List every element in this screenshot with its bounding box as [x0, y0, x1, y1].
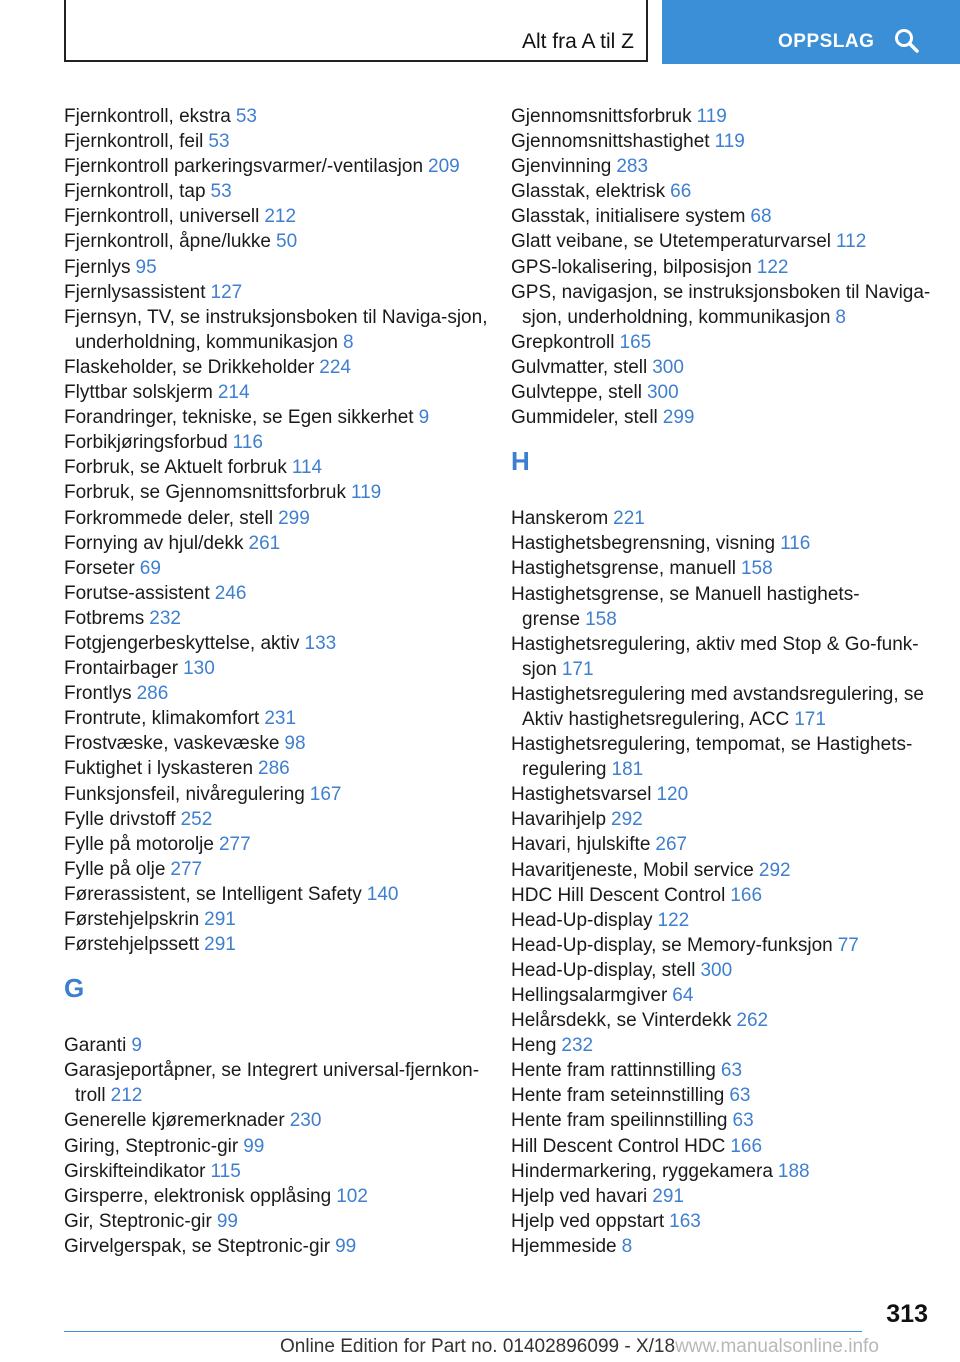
- index-entry: [64, 882, 494, 907]
- index-page-link[interactable]: 127: [210, 281, 243, 303]
- index-page-link[interactable]: 291: [204, 909, 236, 930]
- index-entry-text: Fylle på olje: [64, 858, 166, 880]
- index-entry: [64, 756, 494, 781]
- index-entry-text: Gir, Steptronic-gir: [64, 1210, 212, 1232]
- index-page-link[interactable]: 232: [149, 607, 181, 629]
- index-page-link[interactable]: 130: [183, 658, 215, 680]
- index-page-link[interactable]: 68: [750, 206, 772, 228]
- index-entry-text: Fjernkontroll, ekstra: [64, 106, 231, 127]
- index-page-link[interactable]: 166: [730, 1135, 763, 1157]
- index-entry-text: Frontrute, klimakomfort: [64, 708, 260, 730]
- index-entry: [511, 958, 941, 983]
- index-page-link[interactable]: 133: [304, 632, 337, 654]
- index-page-link[interactable]: 53: [210, 181, 232, 203]
- index-entry: [511, 883, 941, 908]
- index-page-link[interactable]: 116: [780, 533, 811, 555]
- index-page-link[interactable]: 99: [216, 1210, 238, 1232]
- index-entry: [511, 858, 941, 883]
- index-page-link[interactable]: 69: [139, 557, 161, 579]
- index-page-link[interactable]: 9: [418, 407, 430, 429]
- index-entry-text: Forandringer, tekniske, se Egen sikkerhet: [64, 407, 414, 429]
- index-entry-text: Hjelp ved havari: [511, 1185, 648, 1207]
- index-entry: [511, 1108, 941, 1133]
- footer-divider: [64, 1331, 862, 1332]
- index-page-link[interactable]: 267: [655, 834, 688, 856]
- index-entry: [64, 531, 494, 556]
- index-entry-text: Fjernkontroll, åpne/lukke: [64, 231, 271, 253]
- index-page-link[interactable]: 63: [732, 1110, 754, 1132]
- index-page-link[interactable]: 140: [366, 883, 399, 905]
- index-page-link[interactable]: 292: [611, 809, 643, 831]
- index-page-link[interactable]: 299: [278, 507, 310, 529]
- index-entry-text: Hjemmeside: [511, 1235, 617, 1257]
- footer: [280, 1336, 879, 1358]
- index-page-link[interactable]: 50: [276, 231, 298, 253]
- index-entry-text: Havari, hjulskifte: [511, 834, 651, 856]
- index-entry: [511, 330, 941, 355]
- index-entry-text: Forbruk, se Gjennomsnittsforbruk: [64, 482, 346, 504]
- index-entry-text: Hastighetsgrense, se Manuell hastighets-grense: [511, 583, 860, 630]
- index-entry: [511, 1159, 941, 1184]
- index-page-link[interactable]: 299: [662, 407, 695, 429]
- index-entry: [64, 204, 494, 229]
- index-entry-text: Hastighetsgrense, manuell: [511, 558, 736, 580]
- index-entry: [64, 480, 494, 505]
- index-entry-text: Gjennomsnittsforbruk: [511, 106, 692, 127]
- index-page-link[interactable]: 63: [720, 1060, 743, 1082]
- index-entry-text: Head-Up-display, stell: [511, 959, 696, 981]
- index-entry-text: Fjernkontroll, universell: [64, 206, 260, 228]
- index-page-link[interactable]: 99: [243, 1135, 265, 1157]
- index-page-link[interactable]: 112: [836, 231, 867, 253]
- index-entry: [511, 983, 941, 1008]
- index-entry-text: Hente fram seteinnstilling: [511, 1085, 725, 1107]
- index-entry-text: Fotbrems: [64, 607, 145, 629]
- index-page-link[interactable]: 300: [646, 382, 679, 404]
- index-entry-text: Funksjonsfeil, nivåregulering: [64, 783, 305, 805]
- index-page-link[interactable]: 277: [170, 858, 203, 880]
- index-entry-text: Førstehjelpskrin: [64, 909, 200, 930]
- index-entry-text: Hindermarkering, ryggekamera: [511, 1160, 773, 1182]
- index-entry: [64, 280, 494, 305]
- index-page-link[interactable]: 66: [670, 181, 692, 203]
- index-entry-text: GPS, navigasjon, se instruksjonsboken til Naviga-sjon, underholdning, kommunikasjon: [511, 281, 931, 328]
- index-page-link[interactable]: 224: [319, 356, 351, 378]
- index-entry-text: Helårsdekk, se Vinterdekk: [511, 1010, 732, 1032]
- index-entry: [511, 1234, 941, 1259]
- index-entry: [511, 1008, 941, 1033]
- lookup-tab-label: OPPSLAG: [778, 31, 875, 52]
- index-entry-text: Garanti: [64, 1035, 127, 1057]
- index-entry: [511, 229, 941, 254]
- index-page-link[interactable]: 99: [335, 1235, 357, 1257]
- index-page-link[interactable]: 163: [669, 1210, 701, 1232]
- index-page-link[interactable]: 209: [428, 156, 460, 178]
- index-page-link[interactable]: 165: [619, 331, 652, 353]
- index-entry-text: GPS-lokalisering, bilposisjon: [511, 256, 752, 278]
- index-page-link[interactable]: 283: [616, 156, 649, 178]
- index-entry: [64, 405, 494, 430]
- index-entry: [64, 1184, 494, 1209]
- index-page-link[interactable]: 122: [657, 909, 690, 931]
- index-entry: [64, 255, 494, 280]
- index-page-link[interactable]: 300: [700, 959, 733, 981]
- index-page-link[interactable]: 171: [794, 708, 826, 730]
- index-entry: [511, 556, 941, 581]
- index-entry-text: Girvelgerspak, se Steptronic-gir: [64, 1235, 331, 1257]
- index-entry-text: Hastighetsregulering, aktiv med Stop & Go-funk-sjon: [511, 633, 919, 680]
- index-entry: [511, 908, 941, 933]
- index-page-link[interactable]: 212: [264, 206, 297, 228]
- index-entry: [64, 129, 494, 154]
- index-entry: [511, 129, 941, 154]
- index-entry: [64, 681, 494, 706]
- index-entry-text: Giring, Steptronic-gir: [64, 1135, 239, 1157]
- index-entry: [511, 154, 941, 179]
- index-entry-text: Havaritjeneste, Mobil service: [511, 859, 754, 881]
- index-entry: [511, 682, 941, 732]
- index-page-link[interactable]: 120: [656, 784, 689, 806]
- index-entry-text: Fornying av hjul/dekk: [64, 532, 244, 554]
- index-entry-text: Gummideler, stell: [511, 407, 658, 429]
- index-entry: [64, 631, 494, 656]
- index-entry-text: Fylle drivstoff: [64, 808, 176, 830]
- index-entry: [64, 179, 494, 204]
- index-page-link[interactable]: 231: [264, 708, 297, 730]
- index-entry-text: Hellingsalarmgiver: [511, 985, 668, 1006]
- index-entry-text: Fuktighet i lyskasteren: [64, 758, 254, 780]
- index-entry-text: Flyttbar solskjerm: [64, 382, 213, 404]
- index-entry-text: Hanskerom: [511, 508, 609, 530]
- index-entry-text: Hastighetsregulering, tempomat, se Hastighets-regulering: [511, 734, 913, 781]
- index-entry: [511, 732, 941, 782]
- index-page-link[interactable]: 252: [180, 808, 213, 830]
- index-page-link[interactable]: 116: [232, 432, 263, 454]
- index-entry-text: Hjelp ved oppstart: [511, 1210, 665, 1232]
- page-number: 313: [886, 1300, 928, 1328]
- index-entry-text: Girsperre, elektronisk opplåsing: [64, 1185, 332, 1207]
- index-entry: [511, 933, 941, 958]
- index-entry-text: Head-Up-display, se Memory-funksjon: [511, 934, 833, 956]
- index-entry: [511, 807, 941, 832]
- section-tab: [64, 0, 648, 62]
- index-page-link[interactable]: 53: [208, 131, 230, 153]
- index-entry: [511, 179, 941, 204]
- index-entry-text: HDC Hill Descent Control: [511, 884, 726, 906]
- index-entry-text: Fylle på motorolje: [64, 833, 214, 855]
- index-page-link[interactable]: 291: [652, 1185, 684, 1207]
- index-entry-text: Hill Descent Control HDC: [511, 1135, 726, 1157]
- index-entry-text: Forutse-assistent: [64, 582, 210, 604]
- index-page-link[interactable]: 221: [613, 508, 645, 530]
- index-page-link[interactable]: 214: [217, 382, 250, 404]
- index-entry-text: Frostvæske, vaskevæske: [64, 733, 280, 755]
- index-page-link[interactable]: 119: [714, 131, 745, 153]
- index-page-link[interactable]: 292: [758, 859, 791, 881]
- index-entry: [64, 581, 494, 606]
- index-page-link[interactable]: 119: [350, 482, 382, 504]
- index-entry: [64, 380, 494, 405]
- index-column-right: [511, 104, 941, 1259]
- index-entry-text: Forseter: [64, 557, 135, 579]
- index-letter-heading: G: [64, 973, 85, 1004]
- index-entry: [64, 305, 494, 355]
- index-entry-text: Gulvteppe, stell: [511, 382, 642, 404]
- index-page-link[interactable]: 246: [214, 582, 247, 604]
- index-page-link[interactable]: 8: [621, 1235, 633, 1257]
- index-entry-text: Førstehjelpssett: [64, 934, 200, 956]
- index-page-link[interactable]: 181: [611, 759, 644, 781]
- index-page-link[interactable]: 300: [652, 356, 684, 378]
- index-entry: [64, 807, 494, 832]
- index-entry: [511, 782, 941, 807]
- index-entry-text: Frontairbager: [64, 658, 179, 680]
- index-entry: [64, 832, 494, 857]
- index-page-link[interactable]: 158: [740, 558, 773, 580]
- index-entry: [511, 1083, 941, 1108]
- index-entry: [511, 632, 941, 682]
- index-entry-text: Hente fram speilinnstilling: [511, 1110, 728, 1132]
- index-entry: [511, 280, 941, 330]
- index-entry: [64, 1234, 494, 1259]
- index-entry: [511, 531, 941, 556]
- search-icon[interactable]: [894, 28, 920, 54]
- lookup-tab[interactable]: [662, 0, 960, 64]
- index-page-link[interactable]: 9: [131, 1035, 142, 1057]
- index-page-link[interactable]: 262: [736, 1010, 769, 1032]
- index-entry: [64, 556, 494, 581]
- index-entry-text: Fjernsyn, TV, se instruksjonsboken til Naviga-sjon, underholdning, kommunikasjon: [64, 306, 488, 353]
- index-page-link[interactable]: 212: [110, 1085, 143, 1107]
- section-title: Alt fra A til Z: [521, 30, 634, 53]
- index-page-link[interactable]: 122: [756, 256, 789, 278]
- footer-watermark: www.manualsonline.info: [675, 1336, 879, 1357]
- index-entry: [64, 1108, 494, 1133]
- index-letter-heading: H: [511, 446, 530, 477]
- index-entry: [511, 255, 941, 280]
- index-entry-text: Fjernkontroll, feil: [64, 131, 204, 153]
- index-entry-text: Girskifteindikator: [64, 1160, 206, 1182]
- index-page-link[interactable]: 166: [730, 884, 763, 906]
- index-entry: [64, 229, 494, 254]
- index-entry-text: Hastighetsvarsel: [511, 784, 652, 806]
- index-page-link[interactable]: 63: [729, 1085, 751, 1107]
- index-page-link[interactable]: 98: [284, 733, 306, 755]
- index-entry: [511, 1184, 941, 1209]
- index-page-link[interactable]: 230: [289, 1110, 322, 1132]
- index-page-link[interactable]: 232: [561, 1035, 594, 1057]
- index-entry-text: Forbruk, se Aktuelt forbruk: [64, 457, 287, 479]
- index-entry: [511, 380, 941, 405]
- index-page-link[interactable]: 115: [210, 1160, 241, 1182]
- index-page-link[interactable]: 277: [218, 833, 251, 855]
- index-entry-text: Fotgjengerbeskyttelse, aktiv: [64, 632, 300, 654]
- index-entry: [511, 204, 941, 229]
- index-entry: [64, 1134, 494, 1159]
- index-entry: [64, 907, 494, 932]
- index-entry-text: Fjernkontroll, tap: [64, 181, 206, 203]
- index-entry: [64, 782, 494, 807]
- index-entry-text: Fjernkontroll parkeringsvarmer/-ventilasjon: [64, 156, 424, 178]
- index-entry-text: Garasjeportåpner, se Integrert universal-fjernkon-troll: [64, 1060, 480, 1107]
- index-entry: [64, 455, 494, 480]
- index-page-link[interactable]: 171: [561, 658, 594, 680]
- index-entry: [64, 1058, 494, 1108]
- index-entry-text: Hente fram rattinnstilling: [511, 1060, 716, 1082]
- index-page-link[interactable]: 8: [343, 331, 354, 353]
- index-entry-text: Head-Up-display: [511, 909, 653, 931]
- index-entry: [511, 1134, 941, 1159]
- index-page-link[interactable]: 8: [835, 306, 846, 328]
- index-entry: [64, 1033, 494, 1058]
- index-entry-text: Førerassistent, se Intelligent Safety: [64, 883, 362, 905]
- index-entry: [64, 1209, 494, 1234]
- index-page-link[interactable]: 114: [291, 457, 323, 479]
- index-entry: [511, 582, 941, 632]
- index-entry-text: Frontlys: [64, 683, 132, 705]
- index-entry: [64, 1159, 494, 1184]
- index-column-left: [64, 104, 494, 1259]
- index-entry: [64, 430, 494, 455]
- index-entry: [511, 1209, 941, 1234]
- index-entry-text: Havarihjelp: [511, 809, 607, 831]
- index-entry-text: Fjernlysassistent: [64, 281, 206, 303]
- index-entry-text: Generelle kjøremerknader: [64, 1110, 285, 1132]
- index-entry: [64, 656, 494, 681]
- index-entry: [64, 706, 494, 731]
- index-entry: [511, 506, 941, 531]
- index-entry: [64, 506, 494, 531]
- index-entry-text: Glasstak, elektrisk: [511, 181, 666, 203]
- index-page-link[interactable]: 286: [258, 758, 290, 780]
- index-entry-text: Gjennomsnittshastighet: [511, 131, 710, 153]
- index-entry: [64, 606, 494, 631]
- index-entry-text: Hastighetsbegrensning, visning: [511, 533, 776, 555]
- index-page-link[interactable]: 95: [135, 256, 157, 278]
- index-page-link[interactable]: 77: [837, 934, 859, 956]
- index-page-link[interactable]: 261: [248, 532, 281, 554]
- index-entry: [511, 355, 941, 380]
- index-page-link[interactable]: 53: [235, 106, 257, 127]
- index-entry-text: Hastighetsregulering med avstandsregulering, se Aktiv hastighetsregulering, ACC: [511, 683, 924, 730]
- index-entry-text: Flaskeholder, se Drikkeholder: [64, 356, 315, 378]
- index-entry-text: Glatt veibane, se Utetemperaturvarsel: [511, 231, 831, 253]
- index-entry: [64, 355, 494, 380]
- index-entry: [511, 832, 941, 857]
- index-entry: [64, 731, 494, 756]
- index-page-link[interactable]: 119: [696, 106, 727, 127]
- index-entry: [511, 1058, 941, 1083]
- index-entry-text: Gulvmatter, stell: [511, 356, 648, 378]
- index-entry-text: Gjenvinning: [511, 156, 612, 178]
- index-entry: [64, 154, 494, 179]
- index-page-link[interactable]: 286: [136, 683, 169, 705]
- index-entry: [511, 405, 941, 430]
- index-page-link[interactable]: 102: [336, 1185, 368, 1207]
- index-entry: [64, 932, 494, 957]
- index-page-link[interactable]: 167: [309, 783, 342, 805]
- index-page-link[interactable]: 188: [777, 1160, 810, 1182]
- index-entry-text: Grepkontroll: [511, 331, 615, 353]
- index-entry-text: Forkrommede deler, stell: [64, 507, 274, 529]
- index-page-link[interactable]: 291: [204, 934, 236, 956]
- index-entry: [64, 857, 494, 882]
- footer-edition-text: Online Edition for Part no. 01402896099 - X/18: [280, 1336, 676, 1357]
- index-entry: [511, 1033, 941, 1058]
- index-entry-text: Heng: [511, 1035, 557, 1057]
- index-entry-text: Glasstak, initialisere system: [511, 206, 746, 228]
- index-page-link[interactable]: 158: [585, 608, 617, 630]
- index-entry-text: Forbikjøringsforbud: [64, 432, 228, 454]
- index-entry-text: Fjernlys: [64, 256, 131, 278]
- index-page-link[interactable]: 64: [672, 985, 694, 1006]
- index-entry: [64, 104, 494, 129]
- index-entry: [511, 104, 941, 129]
